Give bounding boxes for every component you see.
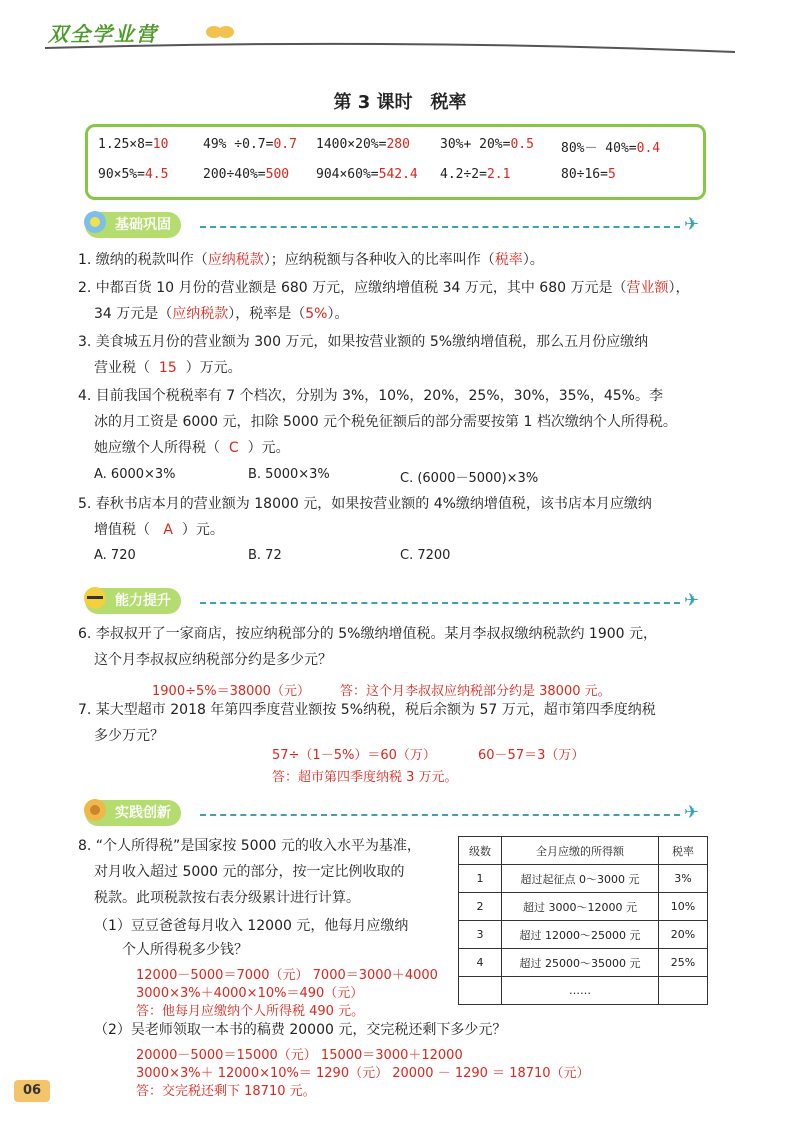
answer-6-calc: 1900÷5%＝38000（元）: [152, 684, 310, 699]
calc-item: 904×60%=542.4: [316, 167, 418, 182]
table-cell: 超过 3000～12000 元: [502, 893, 659, 921]
answer-7-calc-2: 60－57＝3（万）: [478, 748, 585, 763]
section-divider: [200, 602, 680, 604]
question-5-line-2: 增值税（ A ）元。: [94, 522, 224, 538]
table-row: [459, 865, 708, 893]
plane-icon: ✈: [684, 590, 700, 611]
option-c: C. (6000－5000)×3%: [400, 471, 539, 486]
table-cell: 2: [459, 893, 502, 921]
section-divider: [200, 814, 680, 816]
question-8-sub1-line-1: （1）豆豆爸爸每月收入 12000 元，他每月应缴纳: [94, 918, 409, 934]
answer-8-2-calc-1: 20000－5000＝15000（元） 15000＝3000＋12000: [136, 1048, 463, 1063]
question-1: 1. 缴纳的税款叫作（应纳税款）；应纳税额与各种收入的比率叫作（税率）。: [78, 252, 544, 268]
table-cell: [659, 977, 708, 1005]
answer-8-2-calc-2: 3000×3%＋ 12000×10%＝ 1290（元） 20000 － 1290 ＝ 18710（元）: [136, 1066, 590, 1081]
table-header: 级数: [459, 837, 502, 865]
question-7-line-1: 7. 某大型超市 2018 年第四季度营业额按 5%纳税，税后余额为 57 万元，超市第四季度纳税: [78, 702, 656, 718]
question-8-line-1: 8. “个人所得税”是国家按 5000 元的收入水平为基准，: [78, 838, 421, 854]
question-5-line-1: 5. 春秋书店本月的营业额为 18000 元，如果按营业额的 4%缴纳增值税，该书店本月应缴纳: [78, 496, 652, 512]
question-4-line-3: 她应缴个人所得税（ C ）元。: [94, 440, 290, 456]
answer-8-1-text: 答：他每月应缴纳个人所得税 490 元。: [136, 1004, 365, 1019]
table-cell: 10%: [659, 893, 708, 921]
section-divider: [200, 226, 680, 228]
header-underline: [40, 38, 740, 58]
plane-icon: ✈: [684, 214, 700, 235]
table-cell: 1: [459, 865, 502, 893]
table-header-row: [459, 837, 708, 865]
table-row: [459, 949, 708, 977]
table-row: [459, 893, 708, 921]
table-cell: 超过 25000～35000 元: [502, 949, 659, 977]
calc-item: 4.2÷2=2.1: [440, 167, 511, 182]
table-cell: 25%: [659, 949, 708, 977]
snail-mascot-icon: [81, 794, 109, 824]
section-badge-ability: 能力提升: [85, 588, 181, 614]
question-3-line-2: 营业税（ 15 ）万元。: [94, 360, 242, 376]
calc-item: 30%+ 20%=0.5: [440, 137, 534, 152]
table-cell: 20%: [659, 921, 708, 949]
question-8-line-2: 对月收入超过 5000 元的部分，按一定比例收取的: [94, 864, 405, 880]
option-a: A. 6000×3%: [94, 467, 176, 482]
calc-item: 80%－ 40%=0.4: [561, 141, 661, 156]
answer-7-text: 答：超市第四季度纳税 3 万元。: [272, 770, 458, 785]
table-row: [459, 977, 708, 1005]
calc-item: 200÷40%=500: [203, 167, 290, 182]
question-7-line-2: 多少万元？: [94, 728, 164, 744]
question-8-sub1-line-2: 个人所得税多少钱？: [122, 942, 248, 958]
table-cell: 3: [459, 921, 502, 949]
tax-rate-table: [458, 836, 708, 1005]
bee-mascot-icon: [81, 582, 109, 612]
section-badge-practice: 实践创新: [85, 800, 181, 826]
calc-item: 80÷16=5: [561, 167, 616, 182]
question-6-line-1: 6. 李叔叔开了一家商店，按应纳税部分的 5%缴纳增值税。某月李叔叔缴纳税款约 1900 元，: [78, 626, 657, 642]
answer-7-calc-1: 57÷（1－5%）＝60（万）: [272, 748, 436, 763]
header-logo: 双全学业营: [48, 22, 158, 46]
option-a: A. 720: [94, 548, 136, 563]
option-b: B. 5000×3%: [248, 467, 330, 482]
calc-item: 1.25×8=10: [98, 137, 169, 152]
table-cell: [459, 977, 502, 1005]
calc-item: 1400×20%=280: [316, 137, 410, 152]
calc-item: 90×5%=4.5: [98, 167, 169, 182]
plane-icon: ✈: [684, 802, 700, 823]
question-2-line-1: 2. 中都百货 10 月份的营业额是 680 万元，应缴纳增值税 34 万元，其中 680 万元是（营业额），: [78, 280, 690, 296]
table-cell: ……: [502, 977, 659, 1005]
question-8-line-3: 税款。此项税款按右表分级累计进行计算。: [94, 890, 360, 906]
option-b: B. 72: [248, 548, 282, 563]
bug-mascot-icon: [81, 206, 109, 236]
table-cell: 4: [459, 949, 502, 977]
mental-calc-box: [85, 124, 706, 200]
table-header: 全月应缴的所得额: [502, 837, 659, 865]
question-8-sub2: （2）吴老师领取一本书的稿费 20000 元，交完税还剩下多少元？: [94, 1022, 507, 1038]
question-6-line-2: 这个月李叔叔应纳税部分约是多少元？: [94, 652, 332, 668]
answer-8-1-calc-2: 3000×3%＋4000×10%＝490（元）: [136, 986, 364, 1001]
question-2-line-2: 34 万元是（应纳税款），税率是（5%）。: [94, 306, 349, 322]
answer-8-2-text: 答：交完税还剩下 18710 元。: [136, 1084, 316, 1099]
calc-item: 49% ÷0.7=0.7: [203, 137, 297, 152]
option-c: C. 7200: [400, 548, 451, 563]
table-header: 税率: [659, 837, 708, 865]
table-cell: 超过 12000～25000 元: [502, 921, 659, 949]
table-cell: 3%: [659, 865, 708, 893]
table-row: [459, 921, 708, 949]
answer-8-1-calc-1: 12000－5000＝7000（元） 7000＝3000＋4000: [136, 968, 438, 983]
question-3-line-1: 3. 美食城五月份的营业额为 300 万元，如果按营业额的 5%缴纳增值税，那么五月份应缴纳: [78, 334, 649, 350]
page-title: 第 3 课时 税率: [333, 92, 467, 113]
answer-6-text: 答：这个月李叔叔应纳税部分约是 38000 元。: [340, 684, 611, 699]
page-number: 06: [14, 1080, 50, 1102]
question-4-line-2: 冰的月工资是 6000 元，扣除 5000 元个税免征额后的部分需要按第 1 档次缴纳个人所得税。: [94, 414, 677, 430]
section-badge-basic: 基础巩固: [85, 212, 181, 238]
table-cell: 超过起征点 0～3000 元: [502, 865, 659, 893]
question-4-line-1: 4. 目前我国个税税率有 7 个档次，分别为 3%，10%，20%，25%，30%，35%，45%。李: [78, 388, 663, 404]
